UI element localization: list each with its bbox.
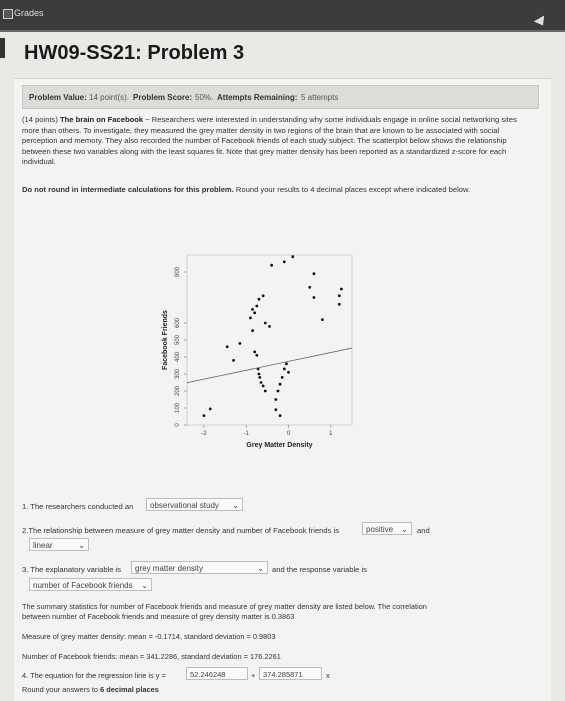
- data-point: [255, 354, 258, 357]
- data-point: [338, 294, 341, 297]
- x-tick-label: 0: [286, 431, 291, 437]
- data-point: [258, 298, 261, 301]
- y-tick-label: 300: [175, 368, 181, 380]
- data-point: [279, 383, 282, 386]
- question-1-text: 1. The researchers conducted an: [22, 502, 134, 511]
- instruction-bold: Do not round in intermediate calculations for this problem.: [22, 185, 234, 194]
- data-point: [287, 371, 290, 374]
- data-point: [277, 390, 280, 393]
- chevron-down-icon: ⌄: [78, 541, 85, 550]
- intro-points: (14 points): [22, 115, 60, 124]
- y-axis-label: Facebook Friends: [162, 310, 169, 370]
- data-point: [262, 385, 265, 388]
- data-point: [321, 318, 324, 321]
- direction-value: positive: [366, 525, 394, 534]
- data-point: [232, 359, 235, 362]
- question-3-text: 3. The explanatory variable is: [22, 565, 122, 574]
- problem-intro: [22, 115, 532, 168]
- problem-panel: [14, 78, 551, 701]
- facebook-friends-stats: Number of Facebook friends: mean = 341.2286, standard deviation = 176.2261: [22, 652, 281, 661]
- data-point: [308, 286, 311, 289]
- data-point: [260, 381, 263, 384]
- x-variable: x: [326, 671, 330, 680]
- problem-value: 14 point(s).: [89, 93, 130, 102]
- problem-value-label: Problem Value:: [29, 93, 87, 102]
- response-dropdown[interactable]: [29, 578, 152, 591]
- data-point: [209, 407, 212, 410]
- instruction-text: [22, 185, 532, 196]
- y-tick-label: 900: [175, 266, 181, 278]
- y-tick-label: 0: [175, 423, 181, 427]
- data-point: [283, 368, 286, 371]
- data-point: [226, 345, 229, 348]
- data-point: [268, 325, 271, 328]
- form-dropdown[interactable]: [29, 538, 89, 551]
- intro-text: ~ Researchers were interested in understanding why some individuals engage in online social networking sites more than others. To investigate, they measured the grey matter density in two regions of the brain that are known to be associated with social perception and memory. They also recorded the number of Facebook friends of each study subject. The scatterplot below shows the relationship between these two variables along with the least squares fit. Note that grey matter density has been reported as a standardized z-score for each individual.: [22, 115, 517, 166]
- explanatory-value: grey matter density: [135, 564, 204, 573]
- response-value: number of Facebook friends: [33, 581, 133, 590]
- data-point: [249, 317, 252, 320]
- cursor-arrow-icon: [534, 16, 548, 29]
- data-point: [291, 255, 294, 258]
- x-tick-label: -1: [243, 431, 249, 437]
- left-bar-marker: [0, 38, 5, 58]
- data-point: [340, 288, 343, 291]
- chevron-down-icon: ⌄: [401, 525, 408, 534]
- explanatory-dropdown[interactable]: [131, 561, 268, 574]
- data-point: [203, 414, 206, 417]
- data-point: [262, 294, 265, 297]
- problem-score: 50%.: [195, 93, 214, 102]
- attempts-label: Attempts Remaining:: [217, 93, 298, 102]
- y-tick-label: 100: [175, 402, 181, 414]
- response-text: and the response variable is: [272, 565, 367, 574]
- summary-line-2: between number of Facebook friends and measure of grey density matter is 0.3863: [22, 612, 295, 621]
- data-point: [238, 342, 241, 345]
- x-tick-label: 1: [329, 431, 333, 437]
- data-point: [270, 264, 273, 267]
- data-point: [264, 322, 267, 325]
- attempts-remaining: 5 attempts: [301, 93, 339, 102]
- data-point: [253, 311, 256, 314]
- data-point: [285, 362, 288, 365]
- study-type-dropdown[interactable]: [146, 498, 243, 511]
- and-text: and: [417, 526, 430, 535]
- data-point: [251, 329, 254, 332]
- data-point: [313, 272, 316, 275]
- x-axis-label: Grey Matter Density: [246, 442, 313, 449]
- data-point: [258, 376, 261, 379]
- chevron-down-icon: ⌄: [257, 564, 264, 573]
- grey-matter-stats: Measure of grey matter density: mean = -0.1714, standard deviation = 0.9803: [22, 632, 276, 641]
- y-tick-label: 500: [175, 334, 181, 346]
- summary-statistics: [22, 599, 537, 701]
- question-4-text: 4. The equation for the regression line is y =: [22, 671, 166, 680]
- data-point: [251, 308, 254, 311]
- study-type-value: observational study: [150, 501, 219, 510]
- direction-dropdown[interactable]: [362, 522, 412, 535]
- instruction-rest: Round your results to 4 decimal places except where indicated below.: [233, 185, 471, 194]
- data-point: [253, 351, 256, 354]
- data-point: [281, 376, 284, 379]
- y-tick-label: 400: [175, 351, 181, 363]
- intercept-input[interactable]: 374.285871: [259, 667, 322, 680]
- grades-icon[interactable]: [3, 9, 13, 19]
- plot-area: [187, 255, 352, 425]
- summary-line-1: The summary statistics for number of Facebook friends and measure of grey matter density are listed below. The correlation: [22, 602, 427, 611]
- data-point: [255, 305, 258, 308]
- slope-input[interactable]: 52.246248: [186, 667, 248, 680]
- problem-info-bar: [22, 85, 539, 109]
- data-point: [274, 398, 277, 401]
- data-point: [338, 303, 341, 306]
- form-value: linear: [33, 541, 53, 550]
- data-point: [264, 390, 267, 393]
- rounding-text: Round your answers to: [22, 685, 101, 694]
- page-title: HW09-SS21: Problem 3: [24, 42, 245, 64]
- data-point: [279, 414, 282, 417]
- rounding-note: [22, 685, 159, 694]
- y-tick-label: 600: [175, 317, 181, 329]
- rounding-bold: 6 decimal places: [100, 685, 159, 694]
- plus-sign: +: [251, 671, 256, 680]
- intro-title: The brain on Facebook: [60, 115, 144, 124]
- y-tick-label: 200: [175, 385, 181, 397]
- scatterplot: [159, 245, 359, 455]
- x-tick-label: -2: [201, 431, 207, 437]
- question-2-text: 2.The relationship between measure of grey matter density and number of Facebook friends is: [22, 526, 339, 535]
- data-point: [258, 373, 261, 376]
- data-point: [274, 408, 277, 411]
- grades-link[interactable]: Grades: [14, 8, 44, 18]
- chevron-down-icon: ⌄: [232, 501, 239, 510]
- top-bar: [0, 0, 565, 32]
- problem-score-label: Problem Score:: [133, 93, 193, 102]
- data-point: [313, 296, 316, 299]
- chevron-down-icon: ⌄: [141, 581, 148, 590]
- data-point: [283, 260, 286, 263]
